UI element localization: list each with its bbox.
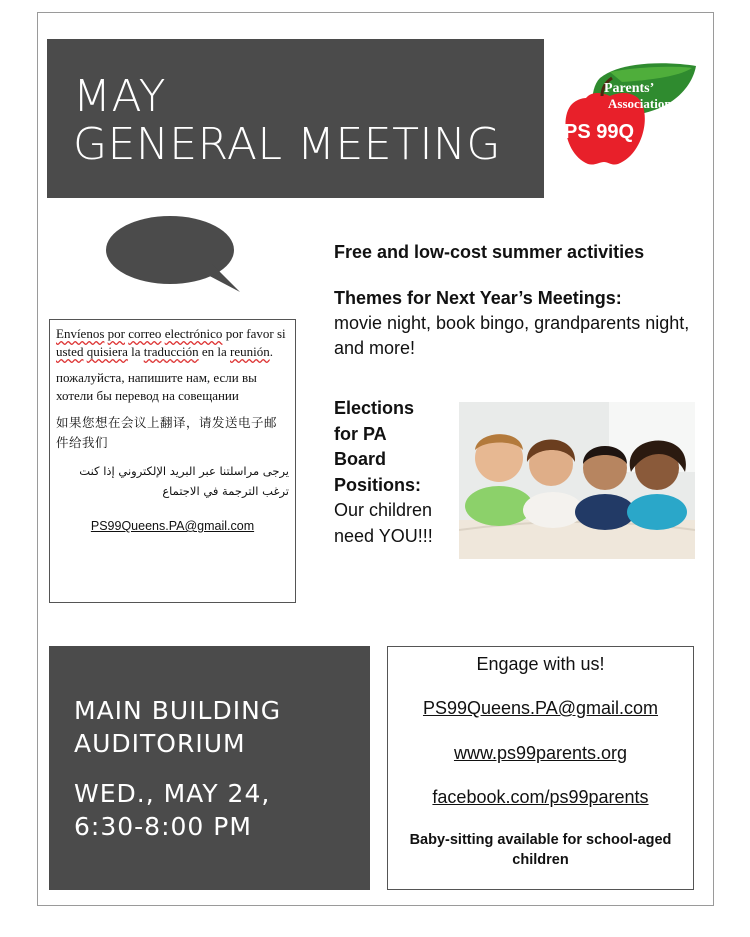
- title-line-1: MAY: [73, 71, 167, 122]
- translation-chinese: 如果您想在会议上翻译，请发送电子邮件给我们: [56, 415, 278, 450]
- translation-email-link[interactable]: PS99Queens.PA@gmail.com: [90, 519, 255, 533]
- speech-bubble-icon: [104, 214, 244, 294]
- engage-website-link[interactable]: www.ps99parents.org: [453, 743, 628, 763]
- translation-arabic: يرجى مراسلتنا عبر البريد الإلكتروني إذا كنت ترغب الترجمة في الاجتماع: [79, 464, 289, 498]
- babysitting-note: Baby-sitting available for school-aged children: [409, 832, 672, 868]
- children-photo: [459, 402, 695, 559]
- logo-text-parents: Parents’: [604, 81, 655, 96]
- location-line-2: AUDITORIUM: [74, 729, 246, 758]
- translation-request-box: [49, 319, 296, 603]
- engage-box: [387, 646, 694, 890]
- elections-tail-2: need YOU!!!: [334, 525, 433, 546]
- agenda-elections: [334, 396, 454, 549]
- title-banner: [47, 39, 544, 198]
- logo-text-school: PS 99Q: [564, 121, 635, 143]
- translation-spanish: Envíenos por correo electrónico por favor si usted quisiera la traducción en la reunión.: [56, 326, 286, 359]
- engage-facebook-link[interactable]: facebook.com/ps99parents: [432, 787, 649, 807]
- engage-email-link[interactable]: PS99Queens.PA@gmail.com: [422, 698, 659, 718]
- agenda-summer-activities: Free and low-cost summer activities: [334, 242, 645, 262]
- elections-tail-1: Our children: [334, 500, 433, 520]
- elections-line-4: Positions:: [334, 474, 422, 495]
- logo-text-association: Association: [608, 96, 672, 111]
- agenda-content: [334, 240, 704, 361]
- elections-line-1: Elections: [334, 398, 415, 418]
- engage-title: Engage with us!: [476, 654, 605, 674]
- elections-line-3: Board: [334, 449, 387, 469]
- location-line-1: MAIN BUILDING: [74, 696, 282, 725]
- translation-russian: пожалуйста, напишите нам, если вы хотели бы перевод на совещании: [56, 370, 257, 403]
- meeting-location-box: [49, 646, 370, 890]
- parents-association-logo: [552, 58, 712, 178]
- agenda-themes-body: movie night, book bingo, grandparents night, and more!: [334, 313, 690, 358]
- date-line: WED., MAY 24,: [74, 779, 271, 808]
- title-line-2: GENERAL MEETING: [73, 119, 501, 170]
- agenda-themes-heading: Themes for Next Year’s Meetings:: [334, 288, 622, 308]
- agenda-themes: [334, 286, 704, 361]
- time-line: 6:30-8:00 PM: [74, 812, 252, 841]
- elections-line-2: for PA: [334, 423, 387, 444]
